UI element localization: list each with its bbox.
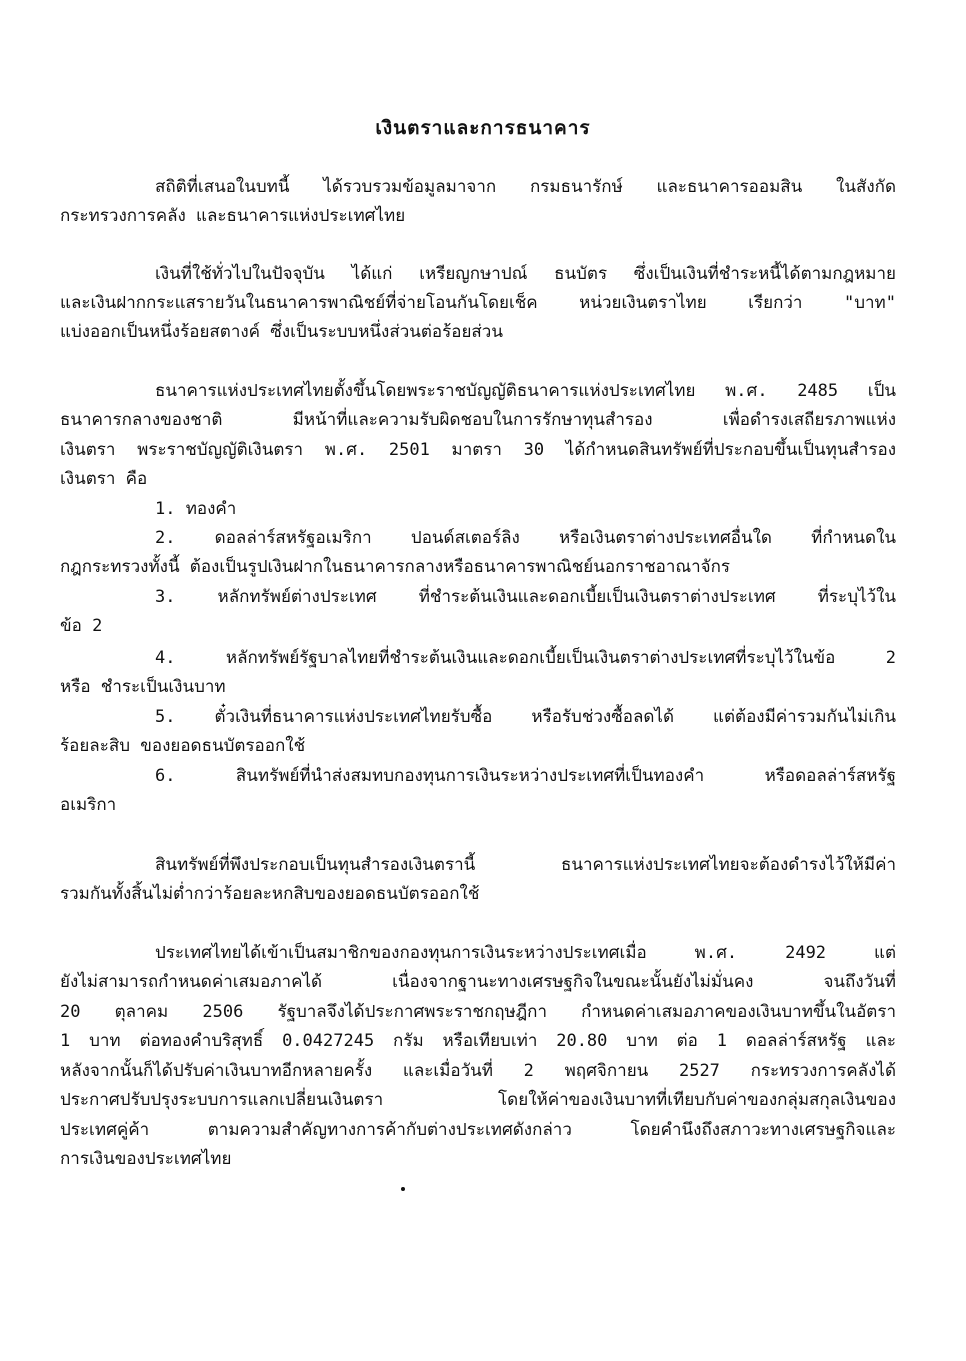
list-item-4-line-1: 4. หลักทรัพย์รัฐบาลไทยที่ชำระต้นเงินและดอกเบี้ยเป็นเงินตราต่างประเทศที่ระบุไว้ในข้อ 2 [155,648,896,668]
paragraph-3-line-2: ธนาคารกลางของชาติ มีหน้าที่และความรับผิดชอบในการรักษาทุนสำรอง เพื่อดำรงเสถียรภาพแห่ง [60,410,896,430]
paragraph-1-line-1: สถิติที่เสนอในบทนี้ ได้รวบรวมข้อมูลมาจาก กรมธนารักษ์ และธนาคารออมสิน ในสังกัด [155,177,896,197]
paragraph-5-line-4: 1 บาท ต่อทองคำบริสุทธิ์ 0.0427245 กรัม หรือเทียบเท่า 20.80 บาท ต่อ 1 ดอลล่าร์สหรัฐ และ [60,1031,896,1051]
page-title: เงินตราและการธนาคาร [375,117,591,139]
list-item-6-line-2: อเมริกา [60,795,117,815]
paragraph-5-line-8: การเงินของประเทศไทย [60,1149,232,1169]
paragraph-5-line-3: 20 ตุลาคม 2506 รัฐบาลจึงได้ประกาศพระราชกฤษฎีกา กำหนดค่าเสมอภาคของเงินบาทขึ้นในอัตรา [60,1002,896,1022]
list-item-5-line-1: 5. ตั๋วเงินที่ธนาคารแห่งประเทศไทยรับซื้อ หรือรับช่วงซื้อลดได้ แต่ต้องมีค่ารวมกันไม่เกิน [155,707,896,727]
list-item-3-line-2: ข้อ 2 [60,616,103,636]
paragraph-2-line-3: แบ่งออกเป็นหนึ่งร้อยสตางค์ ซึ่งเป็นระบบหนึ่งส่วนต่อร้อยส่วน [60,322,503,342]
paragraph-3-line-4: เงินตรา คือ [60,469,148,489]
paragraph-4-line-2: รวมกันทั้งสิ้นไม่ต่ำกว่าร้อยละหกสิบของยอดธนบัตรออกใช้ [60,884,480,904]
paragraph-5-line-2: ยังไม่สามารถกำหนดค่าเสมอภาคได้ เนื่องจากฐานะทางเศรษฐกิจในขณะนั้นยังไม่มั่นคง จนถึงวันที่ [60,972,896,992]
stray-dot-mark [401,1187,405,1191]
paragraph-3-line-3: เงินตรา พระราชบัญญัติเงินตรา พ.ศ. 2501 มาตรา 30 ได้กำหนดสินทรัพย์ที่ประกอบขึ้นเป็นทุนสำรอง [60,440,896,460]
list-item-2-line-1: 2. ดอลล่าร์สหรัฐอเมริกา ปอนด์สเตอร์ลิง หรือเงินตราต่างประเทศอื่นใด ที่กำหนดใน [155,528,896,548]
paragraph-5-line-5: หลังจากนั้นก็ได้ปรับค่าเงินบาทอีกหลายครั้ง และเมื่อวันที่ 2 พฤศจิกายน 2527 กระทรวงการคลังได้ [60,1061,896,1081]
paragraph-3-line-1: ธนาคารแห่งประเทศไทยตั้งขึ้นโดยพระราชบัญญัติธนาคารแห่งประเทศไทย พ.ศ. 2485 เป็น [155,381,896,401]
list-item-4-line-2: หรือ ชำระเป็นเงินบาท [60,677,226,697]
paragraph-4-line-1: สินทรัพย์ที่พึงประกอบเป็นทุนสำรองเงินตรานี้ ธนาคารแห่งประเทศไทยจะต้องดำรงไว้ให้มีค่า [155,855,896,875]
list-item-3-line-1: 3. หลักทรัพย์ต่างประเทศ ที่ชำระต้นเงินและดอกเบี้ยเป็นเงินตราต่างประเทศ ที่ระบุไว้ใน [155,587,896,607]
paragraph-5-line-7: ประเทศคู่ค้า ตามความสำคัญทางการค้ากับต่างประเทศดังกล่าว โดยคำนึงถึงสภาวะทางเศรษฐกิจและ [60,1120,896,1140]
list-item-1: 1. ทองคำ [155,499,237,519]
list-item-5-line-2: ร้อยละสิบ ของยอดธนบัตรออกใช้ [60,736,306,756]
paragraph-5-line-1: ประเทศไทยได้เข้าเป็นสมาชิกของกองทุนการเงินระหว่างประเทศเมื่อ พ.ศ. 2492 แต่ [155,943,896,963]
paragraph-1-line-2: กระทรวงการคลัง และธนาคารแห่งประเทศไทย [60,206,406,226]
paragraph-5-line-6: ประกาศปรับปรุงระบบการแลกเปลี่ยนเงินตรา โดยให้ค่าของเงินบาทที่เทียบกับค่าของกลุ่มสกุลเงินของ [60,1090,896,1110]
paragraph-2-line-2: และเงินฝากกระแสรายวันในธนาคารพาณิชย์ที่จ่ายโอนกันโดยเช็ค หน่วยเงินตราไทย เรียกว่า "บาท" [60,293,896,313]
list-item-2-line-2: กฎกระทรวงทั้งนี้ ต้องเป็นรูปเงินฝากในธนาคารกลางหรือธนาคารพาณิชย์นอกราชอาณาจักร [60,557,731,577]
list-item-6-line-1: 6. สินทรัพย์ที่นำส่งสมทบกองทุนการเงินระหว่างประเทศที่เป็นทองคำ หรือดอลล่าร์สหรัฐ [155,766,896,786]
paragraph-2-line-1: เงินที่ใช้ทั่วไปในปัจจุบัน ได้แก่ เหรียญกษาปณ์ ธนบัตร ซึ่งเป็นเงินที่ชำระหนี้ได้ตามกฎหมาย [155,264,896,284]
